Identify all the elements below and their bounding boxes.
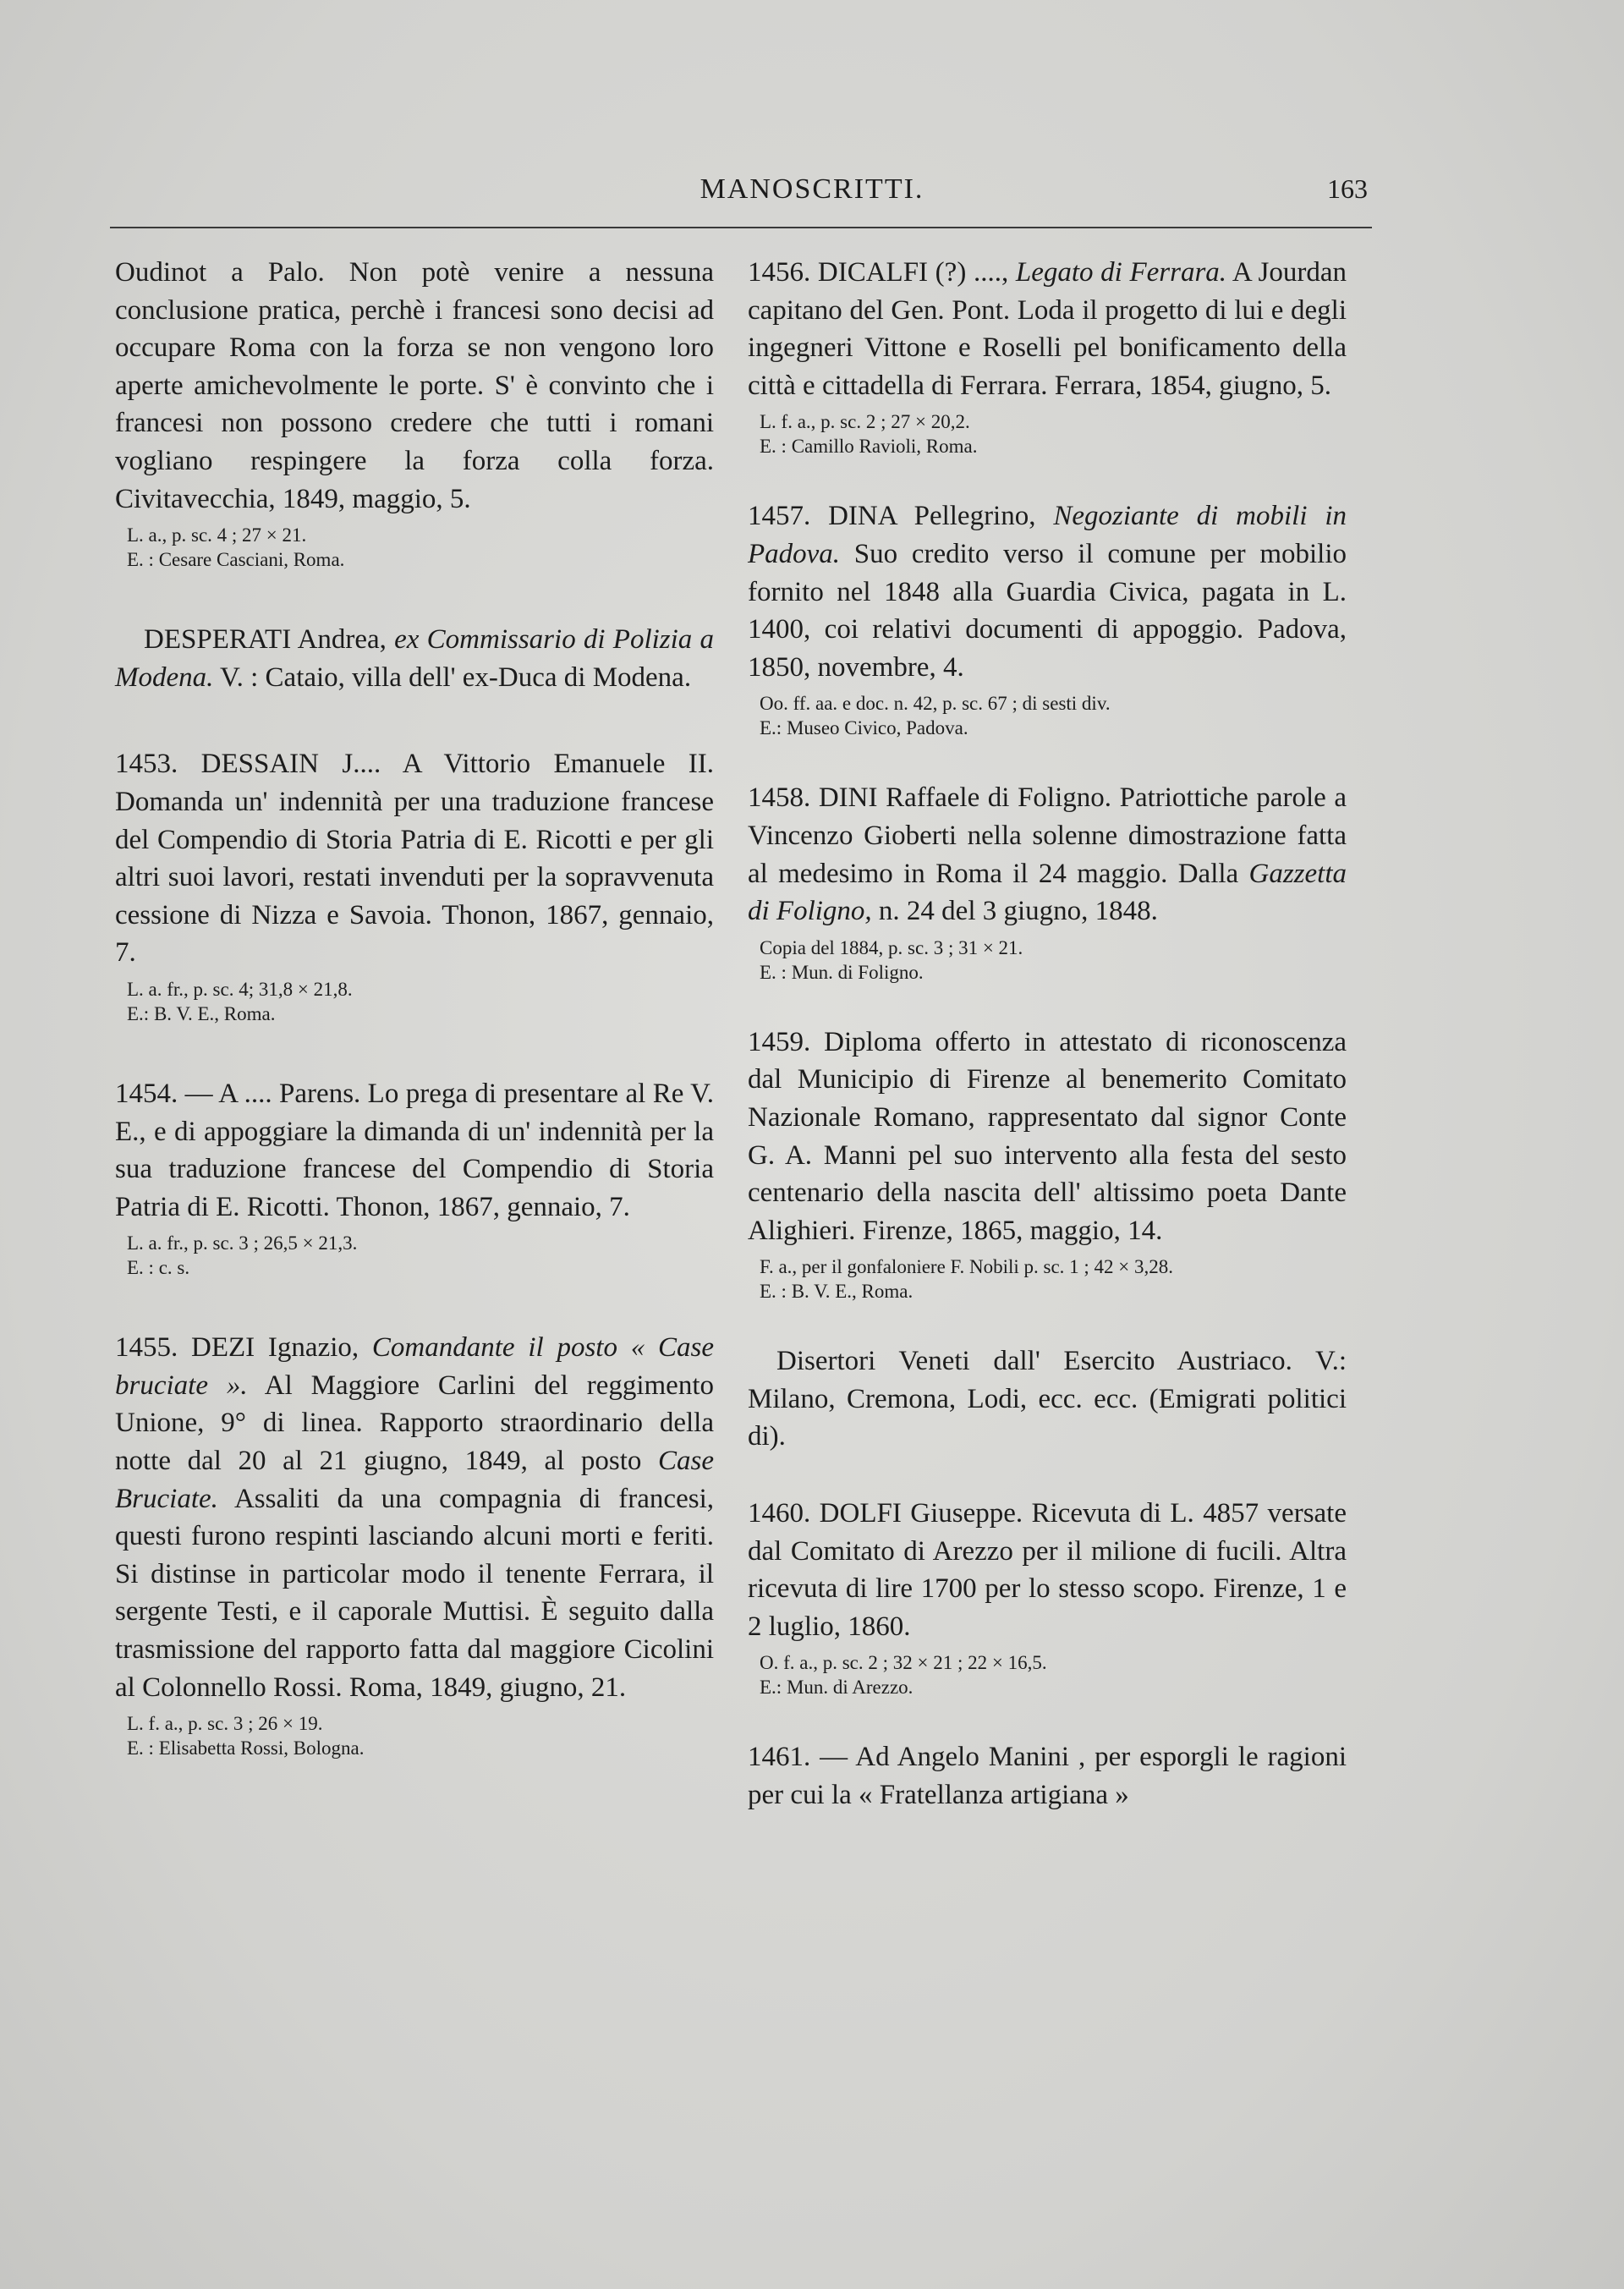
entry-meta-description: L. a. fr., p. sc. 3 ; 26,5 × 21,3. — [127, 1232, 358, 1254]
entry-role: Comandante il posto « Case bruciate ». — [115, 1332, 715, 1401]
entry-1457 — [748, 497, 1347, 740]
entry-text-continued: Assaliti da una compagnia di francesi, questi furono respinti lasciando alcuni morti e feriti. Si distinse in particolar modo il tenente Ferrara, il sergente Testi, e il caporale Muttisi. È seguito dalla trasmissione del rapporto fatta dal maggiore Cicolini al Colonnello Rossi. Roma, 1849, giugno, 21. — [115, 1483, 714, 1703]
entry-text: 1460. DOLFI Giuseppe. Ricevuta di L. 4857 versate dal Comitato di Arezzo per il milione di fucili. Altra ricevuta di lire 1700 per lo stesso scopo. Firenze, 1 e 2 luglio, 1860. — [748, 1498, 1347, 1642]
entry-1459 — [748, 1024, 1347, 1304]
entry-meta-description: Copia del 1884, p. sc. 3 ; 31 × 21. — [760, 936, 1023, 958]
entry-meta-owner: E. : Elisabetta Rossi, Bologna. — [127, 1737, 365, 1759]
entry-role: Negoziante di mobili in Padova. — [748, 501, 1347, 569]
entry-meta-description: Oo. ff. aa. e doc. n. 42, p. sc. 67 ; di sesti div. — [760, 693, 1111, 715]
entry-1458 — [748, 779, 1347, 984]
running-head — [0, 173, 1624, 224]
entry-text: 1459. Diploma offerto in attestato di riconoscenza dal Municipio di Firenze al benemerito Comitato Nazionale Romano, rappresentato dal signor Conte G. A. Manni pel suo intervento alla festa del sesto centenario della nascita dell' altissimo poeta Dante Alighieri. Firenze, 1865, maggio, 14. — [748, 1026, 1347, 1246]
entry-1456 — [748, 254, 1347, 458]
header-rule — [110, 227, 1372, 228]
entry-text: 1458. DINI Raffaele di Foligno. Patriottiche parole a Vincenzo Gioberti nella solenne dimostrazione fatta al medesimo in Roma il 24 maggio. Dalla — [748, 782, 1347, 889]
entry-text: 1454. — A .... Parens. Lo prega di presentare al Re V. E., e di appoggiare la dimanda di un' indennità per la sua traduzione francese del Compendio di Storia Patria di E. Ricotti. Thonon, 1867, gennaio, 7. — [115, 1078, 714, 1222]
entry-meta-owner: E.: Museo Civico, Padova. — [760, 717, 968, 739]
entry-lead: 1457. DINA Pellegrino, — [748, 501, 1036, 532]
entry-see-also: V. : Cataio, villa dell' ex-Duca di Modena. — [220, 661, 692, 693]
entry-meta-description: O. f. a., p. sc. 2 ; 32 × 21 ; 22 × 16,5. — [760, 1652, 1047, 1674]
right-column — [748, 254, 1347, 1814]
entry-desperati — [115, 621, 714, 696]
entry-text: Al Maggiore Carlini del reggimento Unione, 9° di linea. Rapporto straordinario della notte dal 20 al 21 giugno, 1849, al posto — [115, 1370, 714, 1477]
running-title: MANOSCRITTI. — [700, 173, 924, 205]
entry-1454 — [115, 1075, 714, 1280]
entry-meta-description: F. a., per il gonfaloniere F. Nobili p. sc. 1 ; 42 × 3,28. — [760, 1256, 1174, 1278]
left-column — [115, 254, 714, 1760]
entry-role: ex Commissario di Polizia a Modena. — [115, 624, 714, 693]
entry-place: Case Bruciate. — [115, 1446, 715, 1514]
entry-text: A Jourdan capitano del Gen. Pont. Loda il progetto di lui e degli ingegneri Vittone e Roselli pel bonificamento della città e cittadella di Ferrara. Ferrara, 1854, giugno, 5. — [748, 257, 1347, 401]
entry-name: DESPERATI Andrea, — [144, 624, 387, 656]
entry-1461 — [748, 1738, 1347, 1814]
entry-meta-owner: E.: B. V. E., Roma. — [127, 1002, 276, 1024]
entry-meta-owner: E.: Mun. di Arezzo. — [760, 1677, 914, 1699]
entry-source: Gazzetta di Foligno, — [748, 858, 1347, 927]
entry-lead: 1455. DEZI Ignazio, — [115, 1332, 359, 1364]
entry-meta-description: L. a., p. sc. 4 ; 27 × 21. — [127, 524, 307, 546]
entry-meta-owner: E. : c. s. — [127, 1257, 190, 1279]
entry-text: Disertori Veneti dall' Esercito Austriaco. V.: Milano, Cremona, Lodi, ecc. ecc. (Emigrati politici di). — [748, 1346, 1347, 1452]
entry-text-continued: n. 24 del 3 giugno, 1848. — [878, 896, 1158, 927]
entry-text: Suo credito verso il comune per mobilio fornito nel 1848 alla Guardia Civica, pagata in L. 1400, coi relativi documenti di appoggio. Padova, 1850, novembre, 4. — [748, 538, 1347, 683]
entry-meta-description: L. a. fr., p. sc. 4; 31,8 × 21,8. — [127, 978, 353, 1000]
entry-meta-description: L. f. a., p. sc. 3 ; 26 × 19. — [127, 1713, 323, 1735]
entry-1453 — [115, 745, 714, 1026]
entry-lead: 1456. DICALFI (?) ...., — [748, 257, 1009, 288]
entry-1455 — [115, 1329, 714, 1760]
entry-text: 1461. — Ad Angelo Manini , per esporgli le ragioni per cui la « Fratellanza artigiana » — [748, 1742, 1347, 1811]
entry-meta-owner: E. : B. V. E., Roma. — [760, 1281, 914, 1303]
entry-meta-owner: E. : Cesare Casciani, Roma. — [127, 549, 345, 571]
entry-meta-description: L. f. a., p. sc. 2 ; 27 × 20,2. — [760, 411, 970, 433]
entry-meta-owner: E. : Mun. di Foligno. — [760, 961, 924, 983]
entry-meta-owner: E. : Camillo Ravioli, Roma. — [760, 436, 978, 458]
entry-disertori — [748, 1342, 1347, 1456]
page-number: 163 — [1327, 173, 1368, 204]
entry-text: Oudinot a Palo. Non potè venire a nessuna conclusione pratica, perchè i francesi sono decisi ad occupare Roma con la forza se non vengono loro aperte amichevolmente le porte. S' è convinto che i francesi non possono credere che tutti i romani vogliano respingere la forza colla forza. Civitavecchia, 1849, maggio, 5. — [115, 257, 714, 514]
entry-role: Legato di Ferrara. — [1015, 257, 1227, 288]
entry-text: 1453. DESSAIN J.... A Vittorio Emanuele II. Domanda un' indennità per una traduzione francese del Compendio di Storia Patria di E. Ricotti e per gli altri suoi lavori, restati invenduti per la sopravvenuta cessione di Nizza e Savoia. Thonon, 1867, gennaio, 7. — [115, 749, 714, 969]
entry-continuation — [115, 254, 714, 572]
entry-1460 — [748, 1495, 1347, 1699]
